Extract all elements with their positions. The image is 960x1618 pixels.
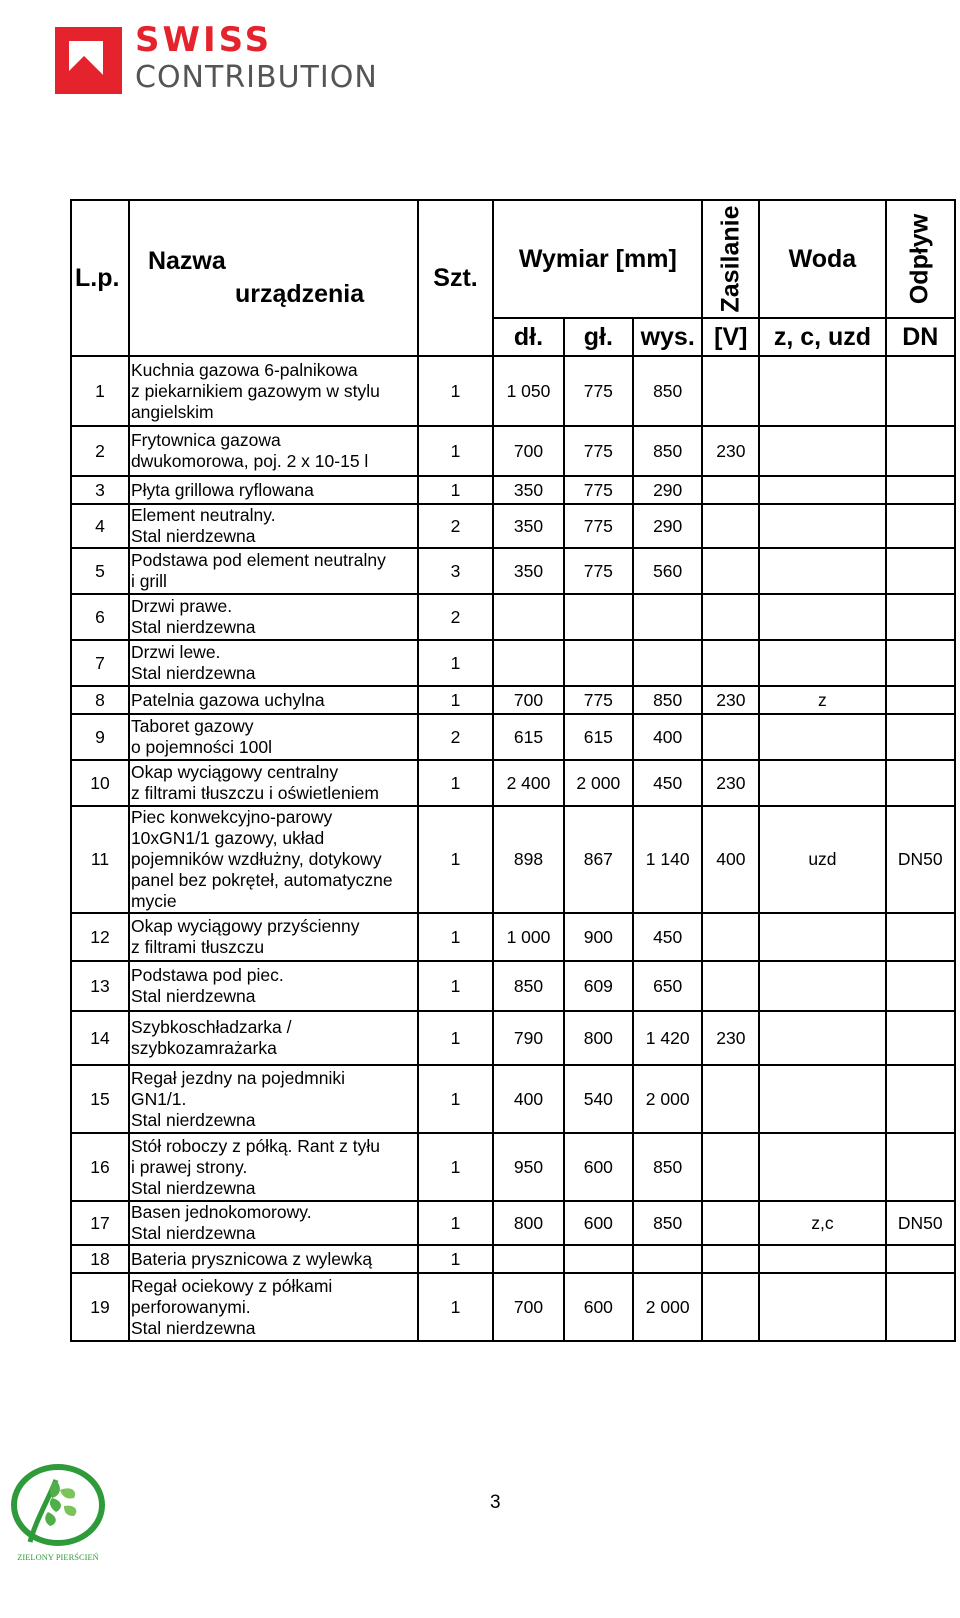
cell-dn: DN50 xyxy=(886,1201,955,1245)
cell-height: 850 xyxy=(633,426,702,476)
cell-dn xyxy=(886,548,955,594)
cell-height: 2 000 xyxy=(633,1065,702,1133)
cell-name-line: Płyta grillowa ryflowana xyxy=(130,479,314,500)
cell-height: 400 xyxy=(633,714,702,760)
cell-name-line: Okap wyciągowy centralny xyxy=(130,762,339,782)
cell-depth: 775 xyxy=(564,548,633,594)
cell-name xyxy=(129,504,418,548)
cell-lp: 14 xyxy=(71,1011,129,1065)
cell-water xyxy=(759,1011,885,1065)
cell-lp: 16 xyxy=(71,1133,129,1201)
cell-name-line: panel bez pokręteł, automatyczne xyxy=(130,870,393,890)
cell-name-line: Stal nierdzewna xyxy=(130,1317,256,1338)
header-qty: Szt. xyxy=(418,200,494,356)
cell-depth: 615 xyxy=(564,714,633,760)
cell-qty: 1 xyxy=(418,426,494,476)
cell-name xyxy=(129,356,418,426)
cell-qty: 1 xyxy=(418,356,494,426)
logo-contribution-text: CONTRIBUTION xyxy=(135,60,378,95)
cell-qty: 1 xyxy=(418,1245,494,1273)
cell-qty: 1 xyxy=(418,760,494,806)
cell-dn xyxy=(886,1011,955,1065)
cell-water: z xyxy=(759,686,885,714)
cell-qty: 3 xyxy=(418,548,494,594)
cell-height: 850 xyxy=(633,356,702,426)
cell-voltage xyxy=(702,356,759,426)
cell-name-line: GN1/1. xyxy=(130,1088,187,1109)
cell-lp: 18 xyxy=(71,1245,129,1273)
table-row xyxy=(71,686,955,714)
cell-depth: 775 xyxy=(564,356,633,426)
cell-depth xyxy=(564,594,633,640)
cell-name-line: Okap wyciągowy przyścienny xyxy=(130,916,360,936)
cell-depth: 600 xyxy=(564,1133,633,1201)
equipment-table xyxy=(70,199,956,1342)
cell-lp: 7 xyxy=(71,640,129,686)
cell-water xyxy=(759,961,885,1011)
cell-dn xyxy=(886,1065,955,1133)
zielony-pierscien-logo xyxy=(8,1460,108,1570)
cell-water xyxy=(759,1133,885,1201)
table-row xyxy=(71,640,955,686)
cell-length xyxy=(493,1245,563,1273)
cell-name-line: pojemników wzdłużny, dotykowy xyxy=(130,849,382,869)
cell-dn xyxy=(886,686,955,714)
cell-water xyxy=(759,476,885,504)
cell-length: 2 400 xyxy=(493,760,563,806)
cell-lp: 11 xyxy=(71,806,129,913)
page-number: 3 xyxy=(490,1492,501,1513)
table-row xyxy=(71,714,955,760)
header-name xyxy=(129,200,418,356)
cell-water xyxy=(759,426,885,476)
cell-lp: 1 xyxy=(71,356,129,426)
cell-length xyxy=(493,594,563,640)
cell-water xyxy=(759,594,885,640)
table-row xyxy=(71,760,955,806)
cell-depth: 609 xyxy=(564,961,633,1011)
cell-lp: 3 xyxy=(71,476,129,504)
cell-lp: 15 xyxy=(71,1065,129,1133)
cell-name-line: Patelnia gazowa uchylna xyxy=(130,689,325,710)
cell-voltage xyxy=(702,1201,759,1245)
cell-voltage xyxy=(702,640,759,686)
cell-lp: 5 xyxy=(71,548,129,594)
cell-length: 700 xyxy=(493,426,563,476)
header-name-line1: Nazwa xyxy=(147,247,226,275)
cell-voltage xyxy=(702,1245,759,1273)
cell-qty: 2 xyxy=(418,714,494,760)
cell-dn xyxy=(886,714,955,760)
table-row xyxy=(71,1201,955,1245)
cell-name-line: Podstawa pod piec. xyxy=(130,965,284,985)
cell-water xyxy=(759,913,885,961)
cell-height: 850 xyxy=(633,1201,702,1245)
cell-depth xyxy=(564,1245,633,1273)
cell-dn xyxy=(886,1273,955,1341)
subheader-water-type: z, c, uzd xyxy=(759,318,885,356)
cell-voltage xyxy=(702,1133,759,1201)
table-row xyxy=(71,594,955,640)
cell-voltage xyxy=(702,548,759,594)
cell-qty: 2 xyxy=(418,594,494,640)
cell-name-line: szybkozamrażarka xyxy=(130,1038,277,1058)
cell-voltage xyxy=(702,714,759,760)
cell-name xyxy=(129,714,418,760)
cell-height xyxy=(633,1245,702,1273)
table-row xyxy=(71,548,955,594)
cell-length: 400 xyxy=(493,1065,563,1133)
cell-name xyxy=(129,806,418,913)
leaf-icon xyxy=(8,1460,108,1570)
header-drain-text: Odpływ xyxy=(905,213,934,305)
cell-length: 350 xyxy=(493,476,563,504)
header-row xyxy=(71,200,955,318)
cell-name-line: Basen jednokomorowy. xyxy=(130,1202,312,1222)
cell-depth: 2 000 xyxy=(564,760,633,806)
cell-length xyxy=(493,640,563,686)
cell-dn xyxy=(886,594,955,640)
cell-height: 450 xyxy=(633,913,702,961)
cell-lp: 19 xyxy=(71,1273,129,1341)
table-row xyxy=(71,961,955,1011)
cell-voltage: 400 xyxy=(702,806,759,913)
cell-name-line: Piec konwekcyjno-parowy xyxy=(130,807,333,827)
table-row xyxy=(71,356,955,426)
cell-water xyxy=(759,356,885,426)
cell-voltage xyxy=(702,961,759,1011)
cell-length: 950 xyxy=(493,1133,563,1201)
cell-name xyxy=(129,1133,418,1201)
cell-length: 800 xyxy=(493,1201,563,1245)
cell-name-line: Szybkoschładzarka / xyxy=(130,1017,292,1037)
header-power xyxy=(702,200,759,318)
cell-water xyxy=(759,1245,885,1273)
cell-height: 850 xyxy=(633,1133,702,1201)
cell-name-line: z piekarnikiem gazowym w stylu xyxy=(130,380,380,401)
cell-voltage xyxy=(702,476,759,504)
header-power-text: Zasilanie xyxy=(716,205,745,313)
table-row xyxy=(71,504,955,548)
cell-name-line: Frytownica gazowa xyxy=(130,430,281,450)
table-row xyxy=(71,1065,955,1133)
cell-depth: 775 xyxy=(564,686,633,714)
cell-length: 898 xyxy=(493,806,563,913)
cell-dn xyxy=(886,913,955,961)
cell-name-line: Stół roboczy z półką. Rant z tyłu xyxy=(130,1135,380,1156)
subheader-depth: gł. xyxy=(564,318,633,356)
cell-qty: 1 xyxy=(418,913,494,961)
cell-name-line: dwukomorowa, poj. 2 x 10-15 l xyxy=(130,451,369,471)
subheader-height: wys. xyxy=(633,318,702,356)
cell-water xyxy=(759,1065,885,1133)
cell-name xyxy=(129,640,418,686)
cell-name xyxy=(129,961,418,1011)
cell-depth: 775 xyxy=(564,476,633,504)
cell-length: 700 xyxy=(493,1273,563,1341)
cell-height: 560 xyxy=(633,548,702,594)
cell-lp: 17 xyxy=(71,1201,129,1245)
cell-name xyxy=(129,548,418,594)
cell-name-line: o pojemności 100l xyxy=(130,737,273,757)
cell-voltage: 230 xyxy=(702,686,759,714)
cell-name-line: Stal nierdzewna xyxy=(130,1109,256,1130)
cell-depth: 867 xyxy=(564,806,633,913)
cell-qty: 1 xyxy=(418,1065,494,1133)
cell-depth: 800 xyxy=(564,1011,633,1065)
cell-name-line: angielskim xyxy=(130,401,214,422)
cell-name-line: i grill xyxy=(130,571,167,591)
cell-dn xyxy=(886,760,955,806)
cell-depth: 900 xyxy=(564,913,633,961)
subheader-dn: DN xyxy=(886,318,955,356)
cell-lp: 2 xyxy=(71,426,129,476)
cell-water xyxy=(759,548,885,594)
cell-name-line: Bateria prysznicowa z wylewką xyxy=(130,1248,373,1269)
cell-name-line: z filtrami tłuszczu xyxy=(130,937,265,957)
cell-depth: 540 xyxy=(564,1065,633,1133)
cell-length: 615 xyxy=(493,714,563,760)
cell-lp: 13 xyxy=(71,961,129,1011)
cell-height xyxy=(633,640,702,686)
cell-qty: 1 xyxy=(418,806,494,913)
cell-height: 450 xyxy=(633,760,702,806)
cell-length: 1 050 xyxy=(493,356,563,426)
cell-name-line: Stal nierdzewna xyxy=(130,1223,256,1243)
cell-length: 850 xyxy=(493,961,563,1011)
cell-water xyxy=(759,714,885,760)
cell-length: 790 xyxy=(493,1011,563,1065)
cell-name xyxy=(129,476,418,504)
cell-height: 1 420 xyxy=(633,1011,702,1065)
cell-name-line: Regał jezdny na pojedmniki xyxy=(130,1067,345,1088)
cell-name-line: Drzwi prawe. xyxy=(130,596,233,616)
cell-dn xyxy=(886,356,955,426)
cell-name-line: Drzwi lewe. xyxy=(130,642,221,662)
cell-length: 700 xyxy=(493,686,563,714)
cell-depth: 600 xyxy=(564,1273,633,1341)
table-row xyxy=(71,426,955,476)
header-dimensions: Wymiar [mm] xyxy=(493,200,702,318)
cell-qty: 2 xyxy=(418,504,494,548)
cell-name-line: perforowanymi. xyxy=(130,1296,251,1317)
cell-lp: 12 xyxy=(71,913,129,961)
cell-voltage xyxy=(702,1273,759,1341)
cell-water: uzd xyxy=(759,806,885,913)
cell-voltage: 230 xyxy=(702,760,759,806)
cell-water xyxy=(759,1273,885,1341)
cell-lp: 4 xyxy=(71,504,129,548)
cell-height: 850 xyxy=(633,686,702,714)
svg-text:ZIELONY PIERŚCIEŃ: ZIELONY PIERŚCIEŃ xyxy=(17,1552,99,1562)
cell-lp: 9 xyxy=(71,714,129,760)
cell-qty: 1 xyxy=(418,686,494,714)
subheader-voltage: [V] xyxy=(702,318,759,356)
cell-qty: 1 xyxy=(418,1201,494,1245)
cell-lp: 10 xyxy=(71,760,129,806)
cell-name-line: i prawej strony. xyxy=(130,1156,248,1177)
cell-name xyxy=(129,426,418,476)
cell-name xyxy=(129,686,418,714)
cell-height: 2 000 xyxy=(633,1273,702,1341)
cell-dn xyxy=(886,426,955,476)
cell-name xyxy=(129,760,418,806)
cell-water xyxy=(759,504,885,548)
cell-voltage xyxy=(702,913,759,961)
cell-height: 1 140 xyxy=(633,806,702,913)
cell-lp: 6 xyxy=(71,594,129,640)
cell-dn xyxy=(886,640,955,686)
logo-swiss-text: SWISS xyxy=(135,20,273,60)
cell-name-line: Element neutralny. xyxy=(130,505,276,525)
cell-name xyxy=(129,1273,418,1341)
cell-dn xyxy=(886,1245,955,1273)
cell-depth: 600 xyxy=(564,1201,633,1245)
cell-qty: 1 xyxy=(418,1011,494,1065)
table-row xyxy=(71,1245,955,1273)
cell-name-line: Stal nierdzewna xyxy=(130,663,256,683)
cell-height xyxy=(633,594,702,640)
swiss-contribution-logo xyxy=(55,22,395,102)
cell-name xyxy=(129,913,418,961)
cell-qty: 1 xyxy=(418,1273,494,1341)
cell-name xyxy=(129,1011,418,1065)
cell-voltage xyxy=(702,504,759,548)
cell-height: 290 xyxy=(633,476,702,504)
table-row xyxy=(71,806,955,913)
header-lp: L.p. xyxy=(71,200,129,356)
cell-name xyxy=(129,594,418,640)
cell-qty: 1 xyxy=(418,640,494,686)
table-row xyxy=(71,476,955,504)
cell-name-line: Regał ociekowy z półkami xyxy=(130,1275,333,1296)
cell-depth: 775 xyxy=(564,426,633,476)
cell-water xyxy=(759,640,885,686)
cell-dn xyxy=(886,476,955,504)
cell-name-line: Stal nierdzewna xyxy=(130,986,256,1006)
cell-depth xyxy=(564,640,633,686)
cell-length: 1 000 xyxy=(493,913,563,961)
cell-length: 350 xyxy=(493,504,563,548)
cell-name-line: Stal nierdzewna xyxy=(130,1177,256,1198)
header-name-line2: urządzenia xyxy=(234,280,365,308)
header-water: Woda xyxy=(759,200,885,318)
cell-name xyxy=(129,1245,418,1273)
cell-height: 650 xyxy=(633,961,702,1011)
cell-name-line: z filtrami tłuszczu i oświetleniem xyxy=(130,783,379,803)
cell-qty: 1 xyxy=(418,1133,494,1201)
cell-name-line: Kuchnia gazowa 6-palnikowa xyxy=(130,359,358,380)
cell-height: 290 xyxy=(633,504,702,548)
table-body xyxy=(71,356,955,1341)
cell-voltage: 230 xyxy=(702,1011,759,1065)
table-row xyxy=(71,1273,955,1341)
cell-voltage: 230 xyxy=(702,426,759,476)
cell-voltage xyxy=(702,1065,759,1133)
cell-name-line: mycie xyxy=(130,891,177,911)
swiss-logo-mark-icon xyxy=(55,27,122,94)
table-row xyxy=(71,913,955,961)
cell-voltage xyxy=(702,594,759,640)
cell-name xyxy=(129,1201,418,1245)
subheader-length: dł. xyxy=(493,318,563,356)
cell-name-line: Stal nierdzewna xyxy=(130,526,256,546)
cell-dn xyxy=(886,504,955,548)
cell-lp: 8 xyxy=(71,686,129,714)
header-drain xyxy=(886,200,955,318)
cell-qty: 1 xyxy=(418,961,494,1011)
cell-name xyxy=(129,1065,418,1133)
cell-qty: 1 xyxy=(418,476,494,504)
cell-water: z,c xyxy=(759,1201,885,1245)
cell-name-line: Stal nierdzewna xyxy=(130,617,256,637)
cell-length: 350 xyxy=(493,548,563,594)
cell-dn xyxy=(886,961,955,1011)
table-row xyxy=(71,1011,955,1065)
cell-water xyxy=(759,760,885,806)
cell-depth: 775 xyxy=(564,504,633,548)
cell-name-line: Podstawa pod element neutralny xyxy=(130,550,386,570)
cell-name-line: 10xGN1/1 gazowy, układ xyxy=(130,828,325,848)
cell-dn: DN50 xyxy=(886,806,955,913)
cell-name-line: Taboret gazowy xyxy=(130,716,254,736)
table-row xyxy=(71,1133,955,1201)
cell-dn xyxy=(886,1133,955,1201)
